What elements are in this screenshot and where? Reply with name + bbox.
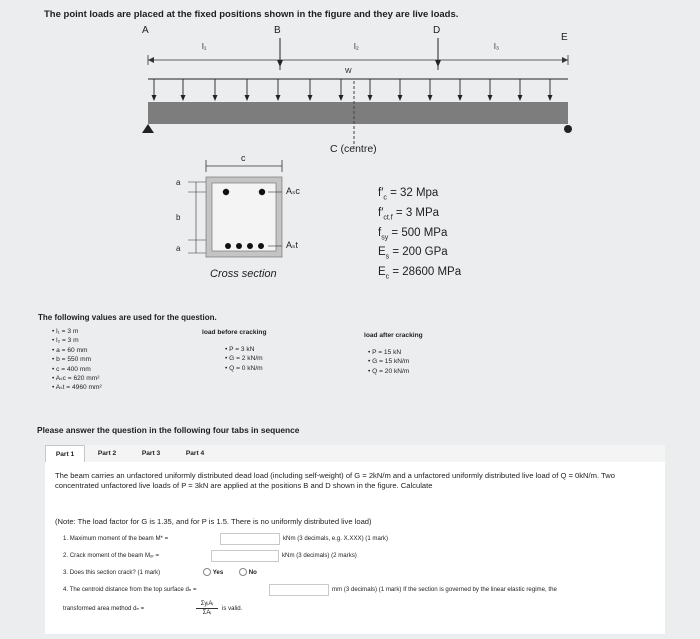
label-a: A bbox=[142, 25, 149, 36]
udl-arrow-head bbox=[548, 95, 553, 101]
section-c-label: c bbox=[241, 153, 246, 163]
part-1-note: (Note: The load factor for G is 1.35, and for P is 1.5. There is no uniformly distributed live load) bbox=[55, 517, 372, 526]
tension-bar bbox=[247, 243, 253, 249]
list-item: • Aₛt = 4960 mm² bbox=[52, 384, 102, 392]
before-cracking-list bbox=[225, 345, 263, 373]
udl-arrow-head bbox=[488, 95, 493, 101]
q3-label: 3. Does this section crack? (1 mark) bbox=[63, 569, 161, 576]
udl-arrow-head bbox=[181, 95, 186, 101]
load-label-w: W bbox=[345, 68, 352, 75]
part-1-intro: The beam carries an unfactored uniformly distributed dead load (including self-weight) of G = 2kN/m and a unfactored uniformly distributed live load of Q = 0kN/m. Two concentrated unfactored live loads of P = 3kN are applied at the positions B and D shown in the figure. Calculate bbox=[55, 471, 615, 490]
udl-arrow-head bbox=[398, 95, 403, 101]
after-cracking-list bbox=[368, 348, 409, 376]
list-item: • b = 550 mm bbox=[52, 356, 92, 364]
values-list bbox=[52, 327, 102, 393]
point-load-b-arrow bbox=[277, 38, 283, 67]
cross-section-diagram bbox=[170, 150, 310, 270]
list-item: • Q = 20 kN/m bbox=[368, 367, 410, 375]
q3-no-option[interactable]: No bbox=[239, 568, 257, 578]
list-item: • G = 15 kN/m bbox=[368, 358, 410, 366]
q4-valid-text: is valid. bbox=[222, 605, 243, 612]
distributed-load-arrows bbox=[152, 79, 553, 101]
tab-part-4[interactable]: Part 4 bbox=[185, 450, 205, 457]
values-title: The following values are used for the question. bbox=[38, 313, 217, 322]
after-cracking-title: load after cracking bbox=[364, 332, 423, 339]
centre-label: C (centre) bbox=[330, 143, 377, 155]
tab-part-3[interactable]: Part 3 bbox=[141, 450, 161, 457]
udl-arrow-head bbox=[368, 95, 373, 101]
udl-arrow-head bbox=[213, 95, 218, 101]
q3-yes-option[interactable]: Yes bbox=[203, 568, 223, 578]
udl-arrow-head bbox=[458, 95, 463, 101]
q4-label: 4. The centroid distance from the top surface dₙ = bbox=[63, 586, 197, 593]
part-1-panel bbox=[45, 462, 665, 634]
max-moment-input[interactable] bbox=[220, 533, 280, 545]
property-fsy: $f_{sy} = 500$ MPa bbox=[378, 226, 448, 241]
list-item: • P = 15 kN bbox=[368, 349, 402, 356]
compression-bar bbox=[259, 189, 265, 195]
tension-bar bbox=[236, 243, 242, 249]
no-radio[interactable] bbox=[239, 568, 247, 576]
cross-section-title: Cross section bbox=[210, 268, 277, 280]
udl-arrow-head bbox=[428, 95, 433, 101]
section-a-bottom-label: a bbox=[176, 244, 181, 253]
list-item: • Q = 0 kN/m bbox=[225, 364, 263, 372]
ast-label: Aₛt bbox=[286, 240, 298, 250]
q1-unit: kNm (3 decimals, e.g. X.XXX) (1 mark) bbox=[283, 535, 388, 542]
span-label-l1: l₁ bbox=[202, 42, 207, 51]
problem-heading: The point loads are placed at the fixed positions shown in the figure and they are live loads. bbox=[44, 9, 459, 20]
q1-label: 1. Maximum moment of the beam M* = bbox=[63, 535, 169, 542]
udl-arrow-head bbox=[152, 95, 157, 101]
material-properties bbox=[378, 186, 461, 285]
property-fctf: $f'_{ct.f} = 3$ MPa bbox=[378, 206, 440, 222]
pin-support bbox=[142, 124, 154, 133]
label-e: E bbox=[561, 32, 568, 43]
q4-unit: mm (3 decimals) (1 mark) If the section is governed by the linear elastic regime, the bbox=[332, 586, 557, 593]
point-load-d-arrow bbox=[435, 38, 441, 67]
list-item: • l₂ = 3 m bbox=[52, 337, 79, 345]
span-label-l3: l₃ bbox=[494, 42, 500, 51]
udl-arrow-head bbox=[518, 95, 523, 101]
section-a-top-label: a bbox=[176, 178, 181, 187]
list-item: • G = 2 kN/m bbox=[225, 355, 263, 363]
list-item: • c = 400 mm bbox=[52, 365, 91, 373]
tab-part-1[interactable]: Part 1 bbox=[45, 445, 85, 463]
property-es: $E_s = 200$ GPa bbox=[378, 246, 448, 261]
q2-unit: kNm (3 decimals) (2 marks) bbox=[282, 552, 357, 559]
roller-support bbox=[564, 125, 572, 133]
tension-bar bbox=[225, 243, 231, 249]
yes-radio[interactable] bbox=[203, 568, 211, 576]
label-b: B bbox=[274, 25, 281, 36]
q4-continued: transformed area method dₙ = bbox=[63, 605, 145, 612]
beam-body bbox=[148, 102, 568, 124]
list-item: • a = 60 mm bbox=[52, 346, 88, 354]
instruction-text: Please answer the question in the following four tabs in sequence bbox=[37, 425, 300, 435]
label-d: D bbox=[433, 25, 441, 36]
list-item: • Aₛc = 620 mm² bbox=[52, 375, 100, 383]
compression-bar bbox=[223, 189, 229, 195]
q2-label: 2. Crack moment of the beam Mₒᵣ = bbox=[63, 552, 160, 559]
asc-label: Aₛc bbox=[286, 186, 300, 196]
udl-arrow-head bbox=[339, 95, 344, 101]
property-fc: $f'_c = 32$ Mpa bbox=[378, 187, 439, 202]
list-item: • P = 3 kN bbox=[225, 346, 255, 353]
tab-part-2[interactable]: Part 2 bbox=[97, 450, 117, 457]
section-b-label: b bbox=[176, 213, 181, 222]
udl-arrow-head bbox=[276, 95, 281, 101]
centroid-distance-input[interactable] bbox=[269, 584, 329, 596]
before-cracking-title: load before cracking bbox=[202, 329, 267, 336]
tension-bar bbox=[258, 243, 264, 249]
crack-moment-input[interactable] bbox=[211, 550, 279, 562]
udl-arrow-head bbox=[308, 95, 313, 101]
transformed-area-formula: ΣyᵢAᵢ ΣAᵢ bbox=[196, 600, 218, 617]
list-item: • l₁ = 3 m bbox=[52, 328, 79, 335]
udl-arrow-head bbox=[245, 95, 250, 101]
part-tabs bbox=[45, 445, 665, 463]
span-label-l2: l₂ bbox=[354, 42, 359, 51]
property-ec: $E_c = 28600$ MPa bbox=[378, 266, 462, 281]
